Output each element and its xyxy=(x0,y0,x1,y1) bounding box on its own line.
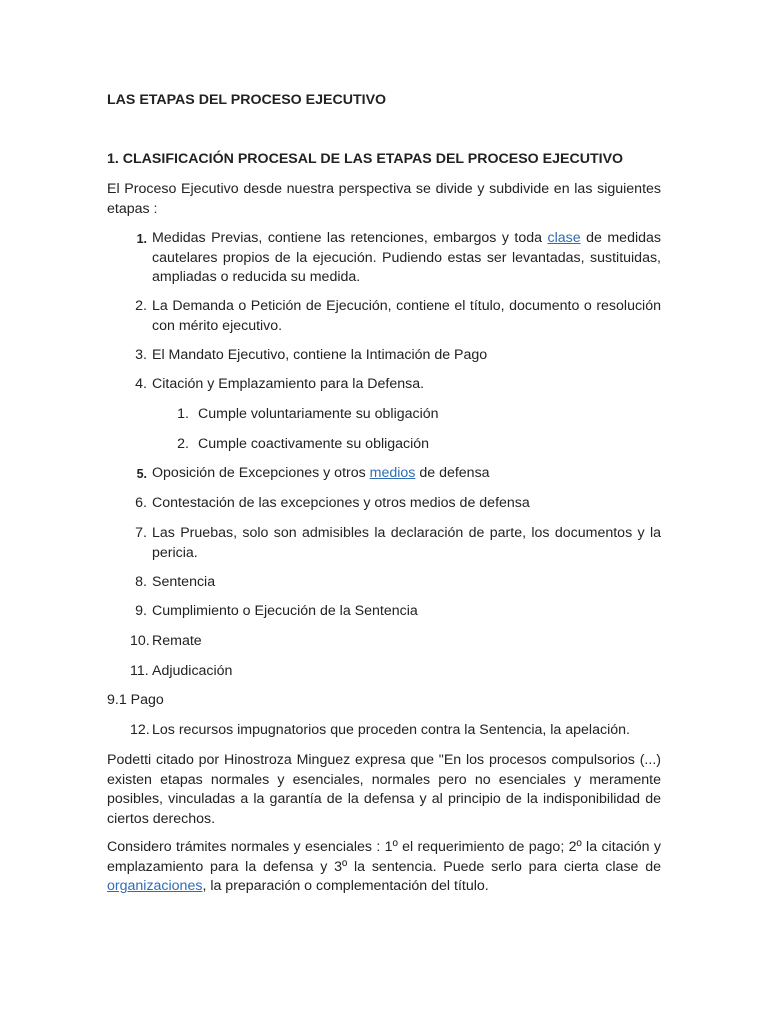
intro-paragraph: El Proceso Ejecutivo desde nuestra perspectiva se divide y subdivide en las siguientes etapas : xyxy=(107,181,661,217)
list-item-text: La Demanda o Petición de Ejecución, contiene el título, documento o resolución con mérito ejecutivo. xyxy=(152,298,661,334)
sub-list-item-number: 2. xyxy=(177,436,189,452)
link-organizaciones[interactable]: organizaciones xyxy=(107,878,203,894)
list-item-number: 7. xyxy=(135,525,147,541)
list-item-text: Oposición de Excepciones y otros medios de defensa xyxy=(152,465,490,481)
list-item-text: Contestación de las excepciones y otros medios de defensa xyxy=(152,495,530,511)
list-item-text: Los recursos impugnatorios que proceden contra la Sentencia, la apelación. xyxy=(152,722,630,738)
link-medios[interactable]: medios xyxy=(369,465,416,481)
list-item-text: Citación y Emplazamiento para la Defensa. xyxy=(152,376,425,392)
list-item-text: Cumplimiento o Ejecución de la Sentencia xyxy=(152,603,418,619)
list-item-number: 6. xyxy=(135,495,147,511)
list-item-number: 1. xyxy=(136,232,147,246)
sub-list-item-number: 1. xyxy=(177,406,189,422)
list-item-text: El Mandato Ejecutivo, contiene la Intimación de Pago xyxy=(152,347,488,363)
link-clase[interactable]: clase xyxy=(547,230,581,246)
body-paragraph: Considero trámites normales y esenciales : 1º el requerimiento de pago; 2º la citación y emplazamiento para la defensa y 3º la sentencia. Puede serlo para cierta clase de organizaciones, la preparación o complementación del título. xyxy=(107,839,661,894)
sub-list-item-text: Cumple coactivamente su obligación xyxy=(198,436,430,452)
list-item-number: 5. xyxy=(136,467,147,481)
list-item-number: 3. xyxy=(135,347,147,363)
list-item-text: Medidas Previas, contiene las retenciones, embargos y toda clase de medidas cautelares propios de la ejecución. Pudiendo estas ser levantadas, sustituidas, ampliadas o reducida su medida. xyxy=(152,230,661,285)
list-item-number: 8. xyxy=(135,574,147,590)
note-9-1: 9.1 Pago xyxy=(107,692,164,708)
section-title: 1. CLASIFICACIÓN PROCESAL DE LAS ETAPAS DEL PROCESO EJECUTIVO xyxy=(107,151,624,167)
list-item-number: 12. xyxy=(130,722,150,738)
document-heading: LAS ETAPAS DEL PROCESO EJECUTIVO xyxy=(107,92,387,108)
list-item-number: 9. xyxy=(135,603,147,619)
list-item-number: 2. xyxy=(135,298,147,314)
list-item-text: Remate xyxy=(152,633,202,649)
list-item-text: Las Pruebas, solo son admisibles la declaración de parte, los documentos y la pericia. xyxy=(152,525,661,561)
list-item-number: 10. xyxy=(130,633,150,649)
body-paragraph: Podetti citado por Hinostroza Minguez expresa que "En los procesos compulsorios (...) existen etapas normales y esenciales, normales pero no esenciales y meramente posibles, vinculadas a la garantía de la defensa y al principio de la indisponibilidad de ciertos derechos. xyxy=(107,752,661,827)
list-item-text: Adjudicación xyxy=(152,663,233,679)
list-item-number: 4. xyxy=(135,376,147,392)
list-item-text: Sentencia xyxy=(152,574,216,590)
sub-list-item-text: Cumple voluntariamente su obligación xyxy=(198,406,439,422)
list-item-number: 11. xyxy=(130,663,149,679)
